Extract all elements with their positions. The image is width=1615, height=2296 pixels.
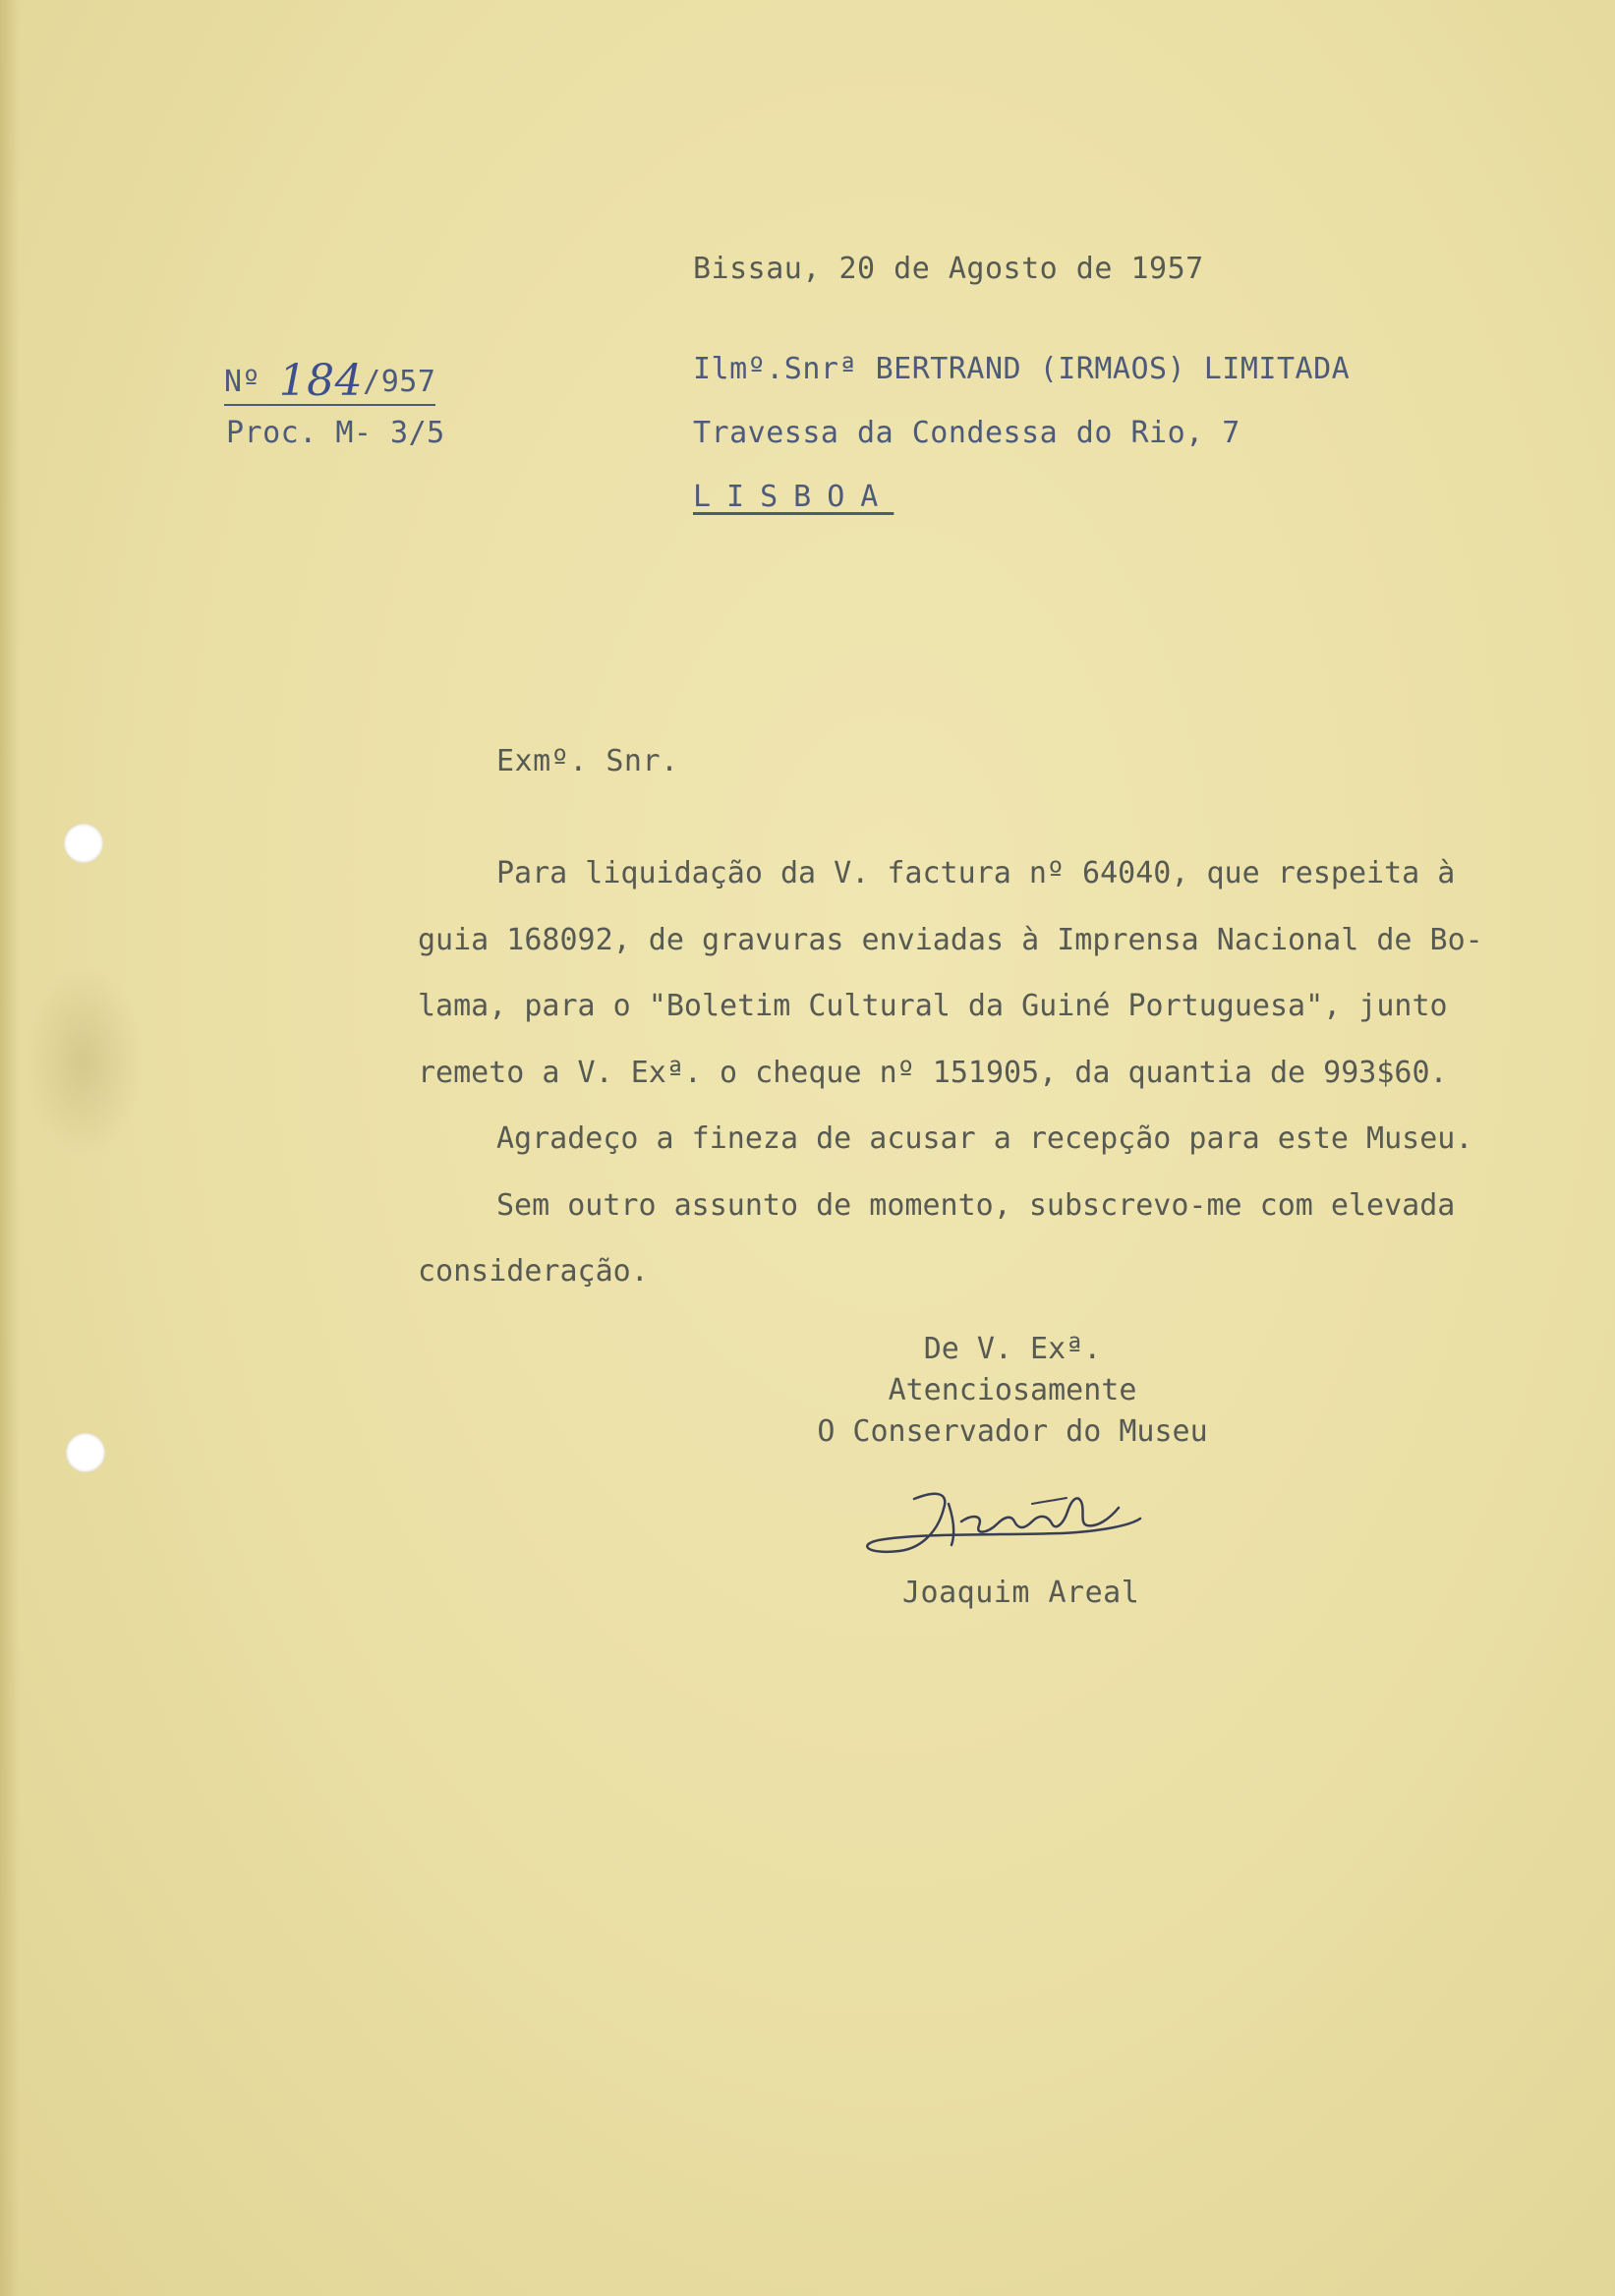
body-line: Agradeço a fineza de acusar a recepção para este Museu. — [496, 1121, 1473, 1156]
body-line: consideração. — [418, 1254, 649, 1289]
reference-number-year: /957 — [363, 365, 436, 399]
recipient-street: Travessa da Condessa do Rio, 7 — [693, 416, 1240, 450]
signer-name: Joaquim Areal — [902, 1576, 1140, 1610]
letter-body — [418, 840, 1538, 1305]
page-edge-shadow — [0, 0, 20, 2296]
reference-number — [224, 352, 435, 406]
process-reference: Proc. M- 3/5 — [226, 416, 445, 450]
body-line: Sem outro assunto de momento, subscrevo-me com elevada — [496, 1187, 1456, 1223]
recipient-city: LISBOA — [693, 480, 894, 514]
reference-number-handwritten: 184 — [278, 356, 364, 406]
punch-hole-bottom — [66, 1433, 105, 1472]
punch-hole-top — [64, 824, 103, 863]
closing-block — [777, 1329, 1248, 1453]
paper-stain — [25, 963, 143, 1160]
body-line: lama, para o "Boletim Cultural da Guiné Portuguesa", junto — [418, 989, 1448, 1023]
body-line: guia 168092, de gravuras enviadas à Imprensa Nacional de Bo- — [418, 922, 1483, 957]
closing-line: Atenciosamente — [888, 1373, 1137, 1407]
handwritten-signature — [845, 1464, 1160, 1573]
closing-line: De V. Exª. — [923, 1332, 1102, 1366]
body-line: remeto a V. Exª. o cheque nº 151905, da quantia de 993$60. — [418, 1055, 1448, 1090]
reference-number-prefix: Nº — [224, 365, 261, 399]
body-line: Para liquidação da V. factura nº 64040, que respeita à — [496, 856, 1456, 890]
closing-line: O Conservador do Museu — [817, 1414, 1208, 1449]
salutation: Exmº. Snr. — [496, 744, 679, 778]
date-line: Bissau, 20 de Agosto de 1957 — [693, 252, 1204, 286]
recipient-name: Ilmº.Snrª BERTRAND (IRMAOS) LIMITADA — [693, 352, 1351, 386]
